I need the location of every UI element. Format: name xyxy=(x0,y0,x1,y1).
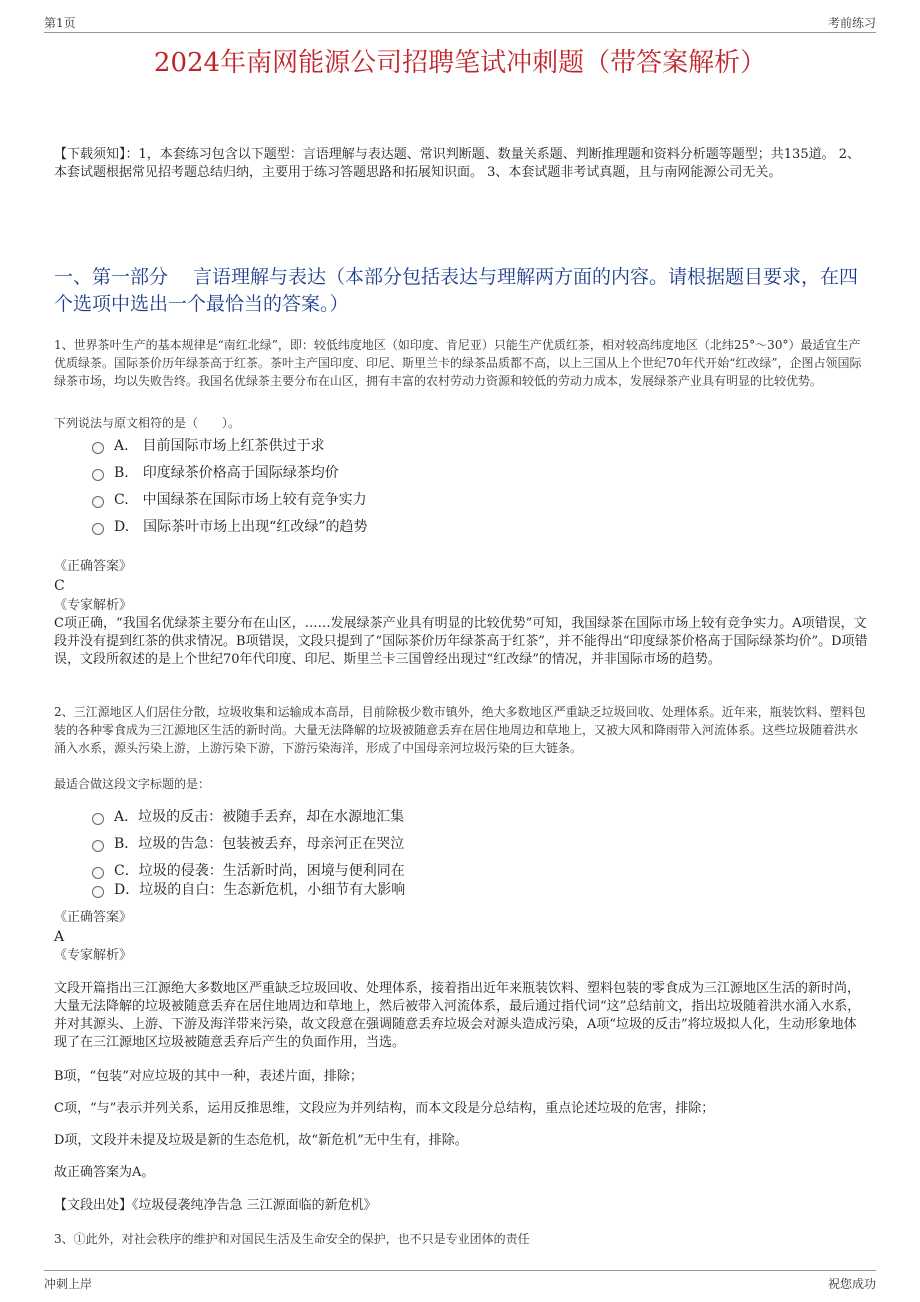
footer-left: 冲刺上岸 xyxy=(44,1277,93,1291)
option-label: A．垃圾的反击：被随手丢弃，却在水源地汇集 xyxy=(114,809,405,825)
question-2-answer: A xyxy=(54,929,65,945)
option-label: B．垃圾的告急：包装被丢弃，母亲河正在哭泣 xyxy=(114,836,405,852)
option-label: C．垃圾的侵袭：生活新时尚，困境与便利同在 xyxy=(114,863,405,879)
question-2-ask: 最适合做这段文字标题的是： xyxy=(54,777,211,791)
question-1-answer-label: 《正确答案》 xyxy=(54,559,133,574)
option-label: B. 印度绿茶价格高于国际绿茶均价 xyxy=(114,465,339,481)
question-1-answer: C xyxy=(54,578,65,594)
question-2-stem: 2、三江源地区人们居住分散，垃圾收集和运输成本高昂，目前除极少数市镇外，绝大多数地区严重缺乏垃圾回收、处理体系。近年来，瓶装饮料、塑料包装的各种零食成为三江源地区生活的新时尚。大量无法降解的垃圾被随意丢弃在居住地周边和草地上，又被大风和降雨带入河流体系。这些垃圾随着洪水涌入水系，源头污染上游，上游污染下游，下游污染海洋，形成了中国母亲河垃圾污染的巨大链条。 xyxy=(54,705,866,755)
radio-icon[interactable] xyxy=(92,523,104,535)
question-1-option-c[interactable] xyxy=(92,490,367,510)
question-1-analysis: C项正确，“我国名优绿茶主要分布在山区，……发展绿茶产业具有明显的比较优势”可知，我国绿茶在国际市场上较有竞争实力。A项错误，文段并没有提到红茶的供求情况。B项错误，文段只提到了“国际茶价历年绿茶高于红茶”，并不能得出“印度绿茶价格高于国际绿茶均价”。D项错误，文段所叙述的是上个世纪70年代印度、印尼、斯里兰卡三国曾经出现过“红改绿”的情况，并非国际市场的趋势。 xyxy=(54,616,868,667)
header-tag: 考前练习 xyxy=(827,16,876,30)
footer-right: 祝您成功 xyxy=(827,1277,876,1291)
question-2-analysis-c: C项，“与”表示并列关系，运用反推思维，文段应为并列结构，而本文段是分总结构，重点论述垃圾的危害，排除； xyxy=(54,1101,715,1116)
question-2-option-c[interactable] xyxy=(92,861,405,881)
question-1-stem: 1、世界茶叶生产的基本规律是“南红北绿”，即：较低纬度地区（如印度、肯尼亚）只能生产优质红茶，相对较高纬度地区（北纬25°～30°）最适宜生产优质绿茶。国际茶价历年绿茶高于红茶。茶叶主产国印度、印尼、斯里兰卡的绿茶品质都不高，以上三国从上个世纪70年代开始“红改绿”，企图占领国际绿茶市场，均以失败告终。我国名优绿茶主要分布在山区，拥有丰富的农村劳动力资源和较低的劳动力成本，发展绿茶产业具有明显的比较优势。 xyxy=(54,338,862,388)
question-2-option-a[interactable] xyxy=(92,807,404,827)
question-2-analysis-d: D项，文段并未提及垃圾是新的生态危机，故“新危机”无中生有，排除。 xyxy=(54,1133,468,1148)
question-3-stem: 3、①此外，对社会秩序的维护和对国民生活及生命安全的保护，也不只是专业团体的责任 xyxy=(54,1232,530,1246)
question-1-ask: 下列说法与原文相符的是（ ）。 xyxy=(54,416,241,430)
section-heading: 一、第一部分 言语理解与表达（本部分包括表达与理解两方面的内容。请根据题目要求，在四个选项中选出一个最恰当的答案。） xyxy=(54,266,859,315)
page-title: 2024年南网能源公司招聘笔试冲刺题（带答案解析） xyxy=(153,48,767,78)
question-2-analysis-label: 《专家解析》 xyxy=(54,948,133,963)
question-1-option-a[interactable] xyxy=(92,436,325,456)
radio-icon[interactable] xyxy=(92,867,104,879)
option-label: D. 国际茶叶市场上出现“红改绿”的趋势 xyxy=(114,519,368,535)
question-2-answer-label: 《正确答案》 xyxy=(54,910,133,925)
question-2-analysis-b: B项，“包装”对应垃圾的其中一种，表述片面，排除； xyxy=(54,1069,363,1084)
radio-icon[interactable] xyxy=(92,813,104,825)
question-2-option-b[interactable] xyxy=(92,834,404,854)
option-label: D．垃圾的自白：生态新危机，小细节有大影响 xyxy=(114,882,406,898)
radio-icon[interactable] xyxy=(92,840,104,852)
question-1-option-b[interactable] xyxy=(92,463,339,483)
page-number: 第1页 xyxy=(44,16,76,30)
radio-icon[interactable] xyxy=(92,496,104,508)
radio-icon[interactable] xyxy=(92,469,104,481)
page-header xyxy=(44,10,876,33)
radio-icon[interactable] xyxy=(92,886,104,898)
page-footer xyxy=(44,1270,876,1295)
question-2-analysis-main: 文段开篇指出三江源绝大多数地区严重缺乏垃圾回收、处理体系，接着指出近年来瓶装饮料、塑料包装的零食成为三江源地区生活的新时尚，大量无法降解的垃圾被随意丢弃在居住地周边和草地上，然后被带入河流体系，最后通过指代词“这”总结前文，指出垃圾随着洪水涌入水系，并对其源头、上游、下游及海洋带来污染，故文段意在强调随意丢弃垃圾会对源头造成污染，A项“垃圾的反击”将垃圾拟人化，生动形象地体现了在三江源地区垃圾被随意丢弃后产生的负面作用，当选。 xyxy=(54,981,861,1050)
question-1-analysis-label: 《专家解析》 xyxy=(54,598,133,613)
question-2-option-d[interactable] xyxy=(92,880,405,900)
question-1-option-d[interactable] xyxy=(92,517,368,537)
radio-icon[interactable] xyxy=(92,442,104,454)
option-label: A. 目前国际市场上红茶供过于求 xyxy=(114,438,325,454)
download-notice: 【下载须知】：1，本套练习包含以下题型：言语理解与表达题、常识判断题、数量关系题、判断推理题和资料分析题等题型；共135道。 2、本套试题根据常见招考题总结归纳，主要用于练习答题思路和拓展知识面。 3、本套试题非考试真题，且与南网能源公司无关。 xyxy=(54,147,860,180)
option-label: C. 中国绿茶在国际市场上较有竞争实力 xyxy=(114,492,367,508)
question-2-source: 【文段出处】《垃圾侵袭纯净告急 三江源面临的新危机》 xyxy=(54,1198,377,1213)
question-2-conclusion: 故正确答案为A。 xyxy=(54,1165,155,1180)
